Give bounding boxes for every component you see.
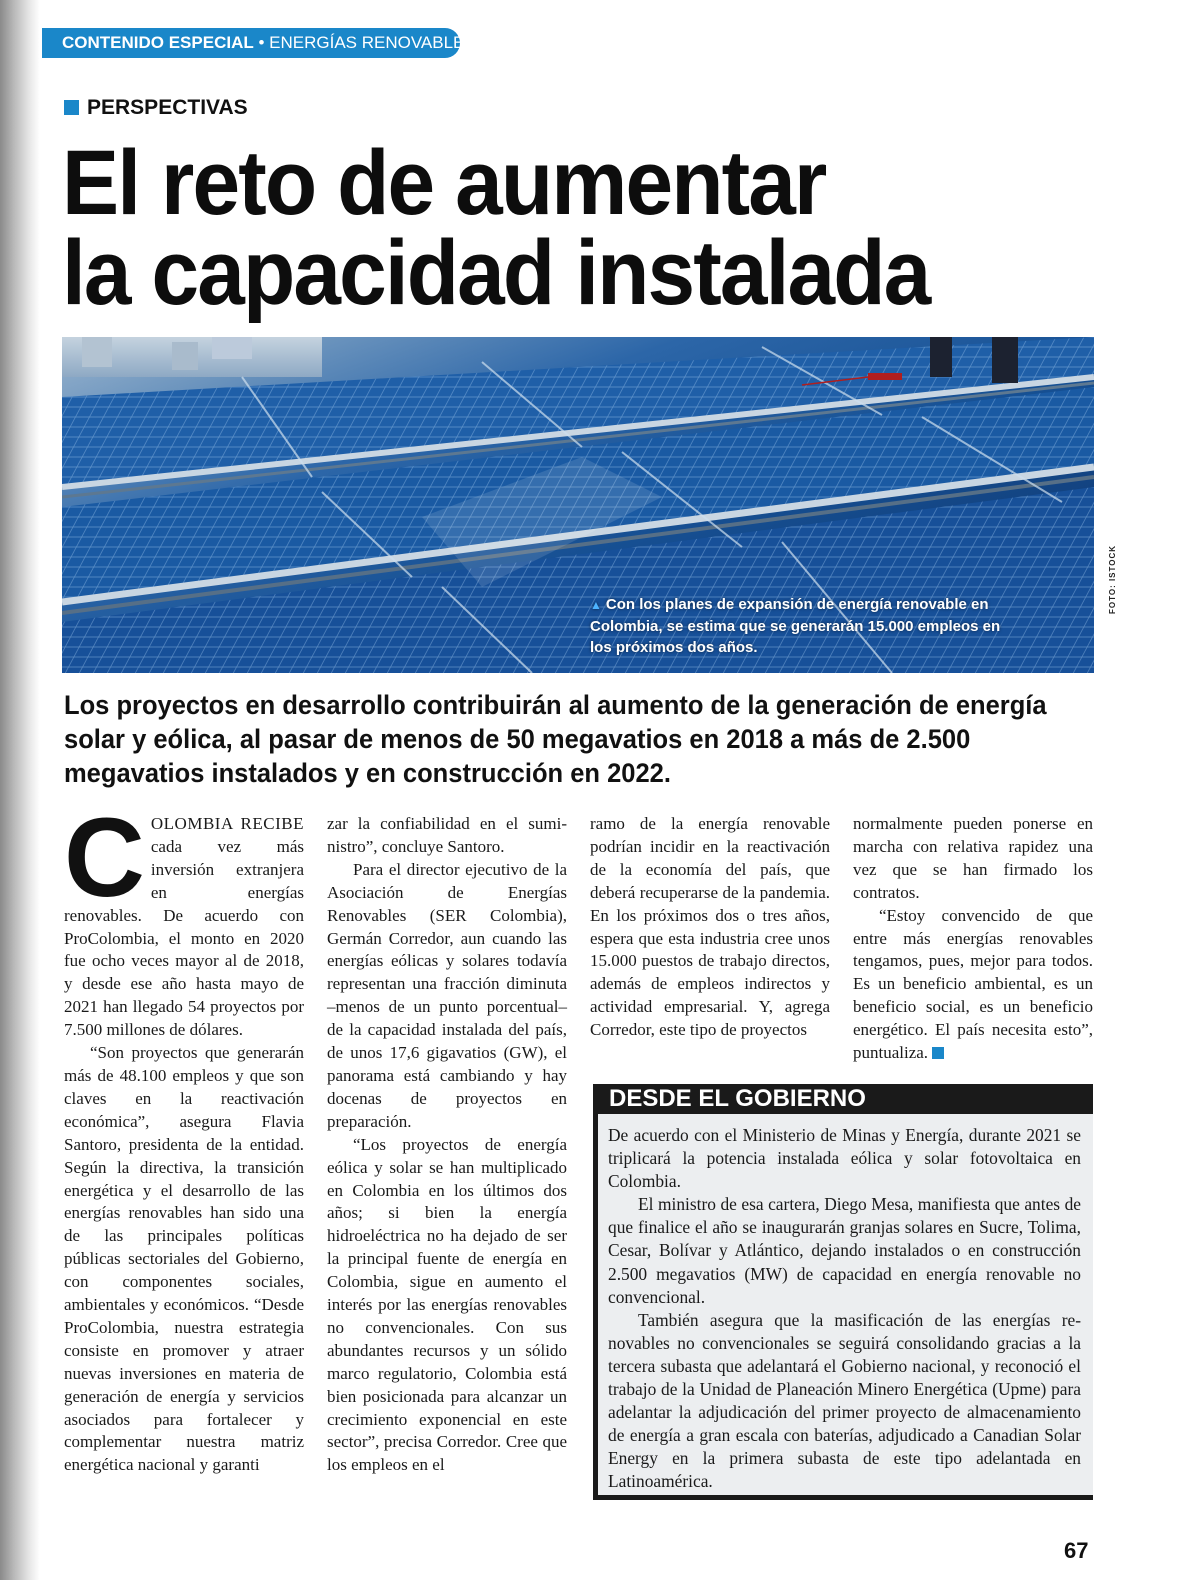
- section-separator: •: [253, 33, 270, 52]
- closing-paragraph-text: “Estoy convencido de que entre más energías renovables tengamos, pues, mejor para todos. Es un beneficio ambiental, es un beneficio social, es un beneficio energético. El país necesita esto”, puntualiza.: [853, 905, 1093, 1063]
- caption-triangle-icon: ▲: [590, 598, 602, 612]
- drop-cap: C: [64, 795, 145, 920]
- page-number: 67: [1064, 1538, 1089, 1563]
- photo-credit: FOTO: ISTOCK: [1108, 544, 1117, 614]
- kicker-label: PERSPECTIVAS: [87, 96, 248, 119]
- photo-caption-text: Con los planes de expansión de energía renovable en Colombia, se estima que se generarán 15.000 empleos en los próximos dos años.: [590, 596, 1001, 656]
- article-paragraph: [64, 795, 304, 1042]
- sidebar-box: [593, 1114, 1093, 1500]
- section-label: CONTENIDO ESPECIAL: [62, 33, 254, 52]
- article-column-2: [327, 813, 567, 1477]
- sidebar-paragraph: De acuerdo con el Ministerio de Minas y Energía, durante 2021 se triplicará la potencia instalada eólica y solar fotovoltaica en Colombia.: [608, 1125, 1081, 1192]
- headline-line-1: El reto de aumentar: [62, 132, 826, 234]
- headline-line-2: la capacidad instalada: [62, 222, 930, 324]
- kicker: [64, 96, 248, 120]
- end-of-article-icon: [932, 1047, 944, 1059]
- article-column-4: [853, 813, 1093, 1065]
- sidebar-paragraph: También asegura que la masificación de las energías renovables no convencionales se seguirá consolidando gracias a la tercera subasta que adelantará el Gobierno nacional, y reconoció el trabajo de la Unidad de Planeación Minero Energética (Upme) para adelantar la adjudicación del primer proyecto de almacenamiento de energía a gran escala con baterías, adjudicado a Canadian Solar Energy en la primera subasta de este tipo adelantada en Latinoamérica.: [608, 1309, 1081, 1492]
- article-column-1: [64, 795, 304, 1477]
- article-paragraph: ramo de la energía renovable podrían incidir en la reactivación de la economía del país, que deberá recuperarse de la pandemia. En los próximos dos o tres años, espera que esta industria cree unos 15.000 puestos de trabajo directos, además de empleos indirectos y actividad empresarial. Y, agrega Corredor, este tipo de proyectos: [590, 814, 830, 1040]
- sidebar-title: DESDE EL GOBIERNO: [593, 1084, 1093, 1114]
- paragraph-1-text: cada vez más inversión extranjera en energías renovables. De acuerdo con ProColombia, el monto en 2020 fue ocho veces mayor al de 2018, y desde ese año hasta mayo de 2021 han llegado 54 proyectos por 7.500 millones de dólares.: [64, 836, 304, 1040]
- article-paragraph: “Los proyectos de energía eólica y solar se han multiplicado en Colombia en los últimos dos años; si bien la energía hidroeléctrica no ha dejado de ser la principal fuente de energía en Colombia, sigue en aumento el interés por las energías renovables no convencionales. Con sus abundantes recursos y un sólido marco regulatorio, Colombia está bien posicionada para alcanzar un crecimiento exponencial en este sector”, precisa Corredor. Cree que los empleos en el: [327, 1134, 567, 1475]
- kicker-square-icon: [64, 100, 79, 115]
- sidebar-paragraph: El ministro de esa cartera, Diego Mesa, manifiesta que antes de que finalice el año se inaugurarán granjas solares en Sucre, Tolima, Cesar, Bolívar y Atlántico, dejando instalados o en construcción 2.500 megavatios (MW) de capacidad en energía renovable no convencional.: [608, 1194, 1081, 1307]
- opening-caps: OLOMBIA RECIBE: [150, 814, 304, 833]
- article-paragraph: “Son proyectos que generarán más de 48.100 empleos y que son claves en la reactivación económica”, asegura Flavia Santoro, presidenta de la entidad. Según la directiva, la transición energética y el desarrollo de las energías renovables han sido una de las principales políticas públicas sectoriales del Gobierno, con componentes sociales, ambientales y económicos. “Desde ProColombia, nuestra estrategia consiste en promover y atraer nuevas inversiones en materia de generación de energía y servicios asociados para fortalecer y complementar nuestra matriz energética nacional y garanti: [64, 1043, 304, 1475]
- section-tag: [42, 28, 476, 58]
- page-spine-shadow: [0, 0, 40, 1580]
- article-paragraph: normalmente pueden ponerse en marcha con relativa rapidez una vez que se han firmado los contratos.: [853, 814, 1093, 902]
- article-paragraph: [853, 905, 1093, 1065]
- photo-caption: [590, 594, 1020, 658]
- article-lead: Los proyectos en desarrollo contribuirán al aumento de la generación de energía solar y eólica, al pasar de menos de 50 megavatios en 2018 a más de 2.500 megavatios instalados y en construcción en 2022.: [64, 690, 1047, 788]
- section-topic: ENERGÍAS RENOVABLES: [269, 33, 476, 52]
- article-paragraph: Para el director ejecutivo de la Asociación de Energías Renovables (SER Colombia), Germán Corredor, aun cuando las energías eólicas y solares todavía representan una fracción diminuta –menos de un punto porcentual– de la capacidad instalada del país, de unos 17,6 gigavatios (GW), el panorama está cambiando y hay docenas de proyectos en preparación.: [327, 859, 567, 1131]
- headline: [62, 132, 1039, 324]
- article-paragraph: zar la confiabilidad en el suministro”, concluye Santoro.: [327, 814, 567, 856]
- article-column-3: [590, 813, 830, 1042]
